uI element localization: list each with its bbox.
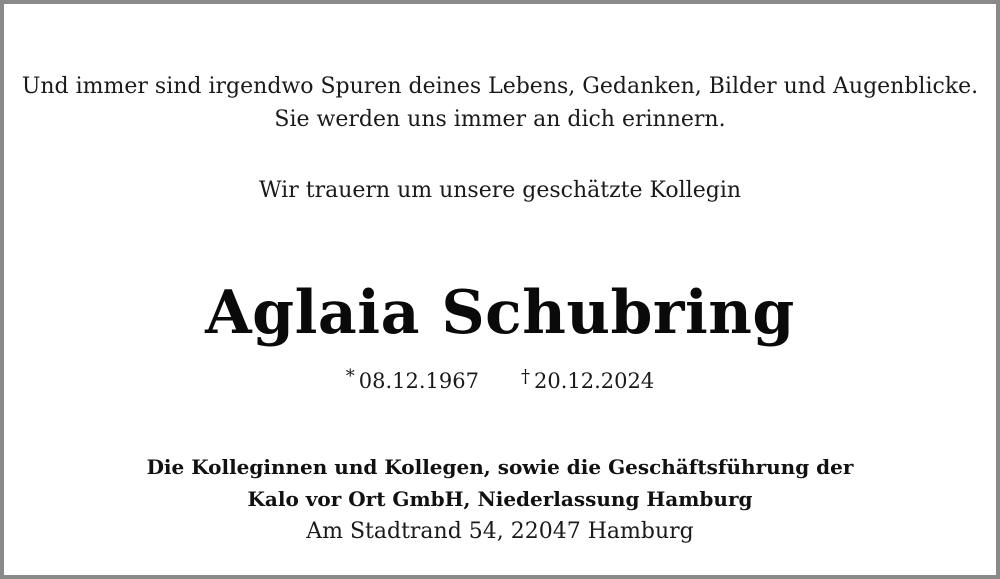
- signers-line-1: Die Kolleginnen und Kollegen, sowie die Geschäftsführung der: [146, 455, 854, 479]
- signers-address: Am Stadtrand 54, 22047 Hamburg: [306, 519, 694, 544]
- birth-date-group: [346, 364, 479, 394]
- verse-line-1: Und immer sind irgendwo Spuren deines Lebens, Gedanken, Bilder und Augenblicke.: [21, 74, 979, 99]
- life-dates: [4, 364, 996, 394]
- death-symbol: †: [521, 366, 530, 387]
- death-date: 20.12.2024: [534, 369, 655, 393]
- death-date-group: [521, 364, 654, 394]
- mourning-intro: Wir trauern um unsere geschätzte Kollegin: [258, 178, 742, 203]
- birth-symbol: *: [345, 366, 355, 387]
- deceased-name: Aglaia Schubring: [205, 278, 795, 348]
- signers-line-2: Kalo vor Ort GmbH, Niederlassung Hamburg: [247, 487, 753, 511]
- birth-date: 08.12.1967: [358, 369, 479, 393]
- verse-line-2: Sie werden uns immer an dich erinnern.: [274, 107, 726, 132]
